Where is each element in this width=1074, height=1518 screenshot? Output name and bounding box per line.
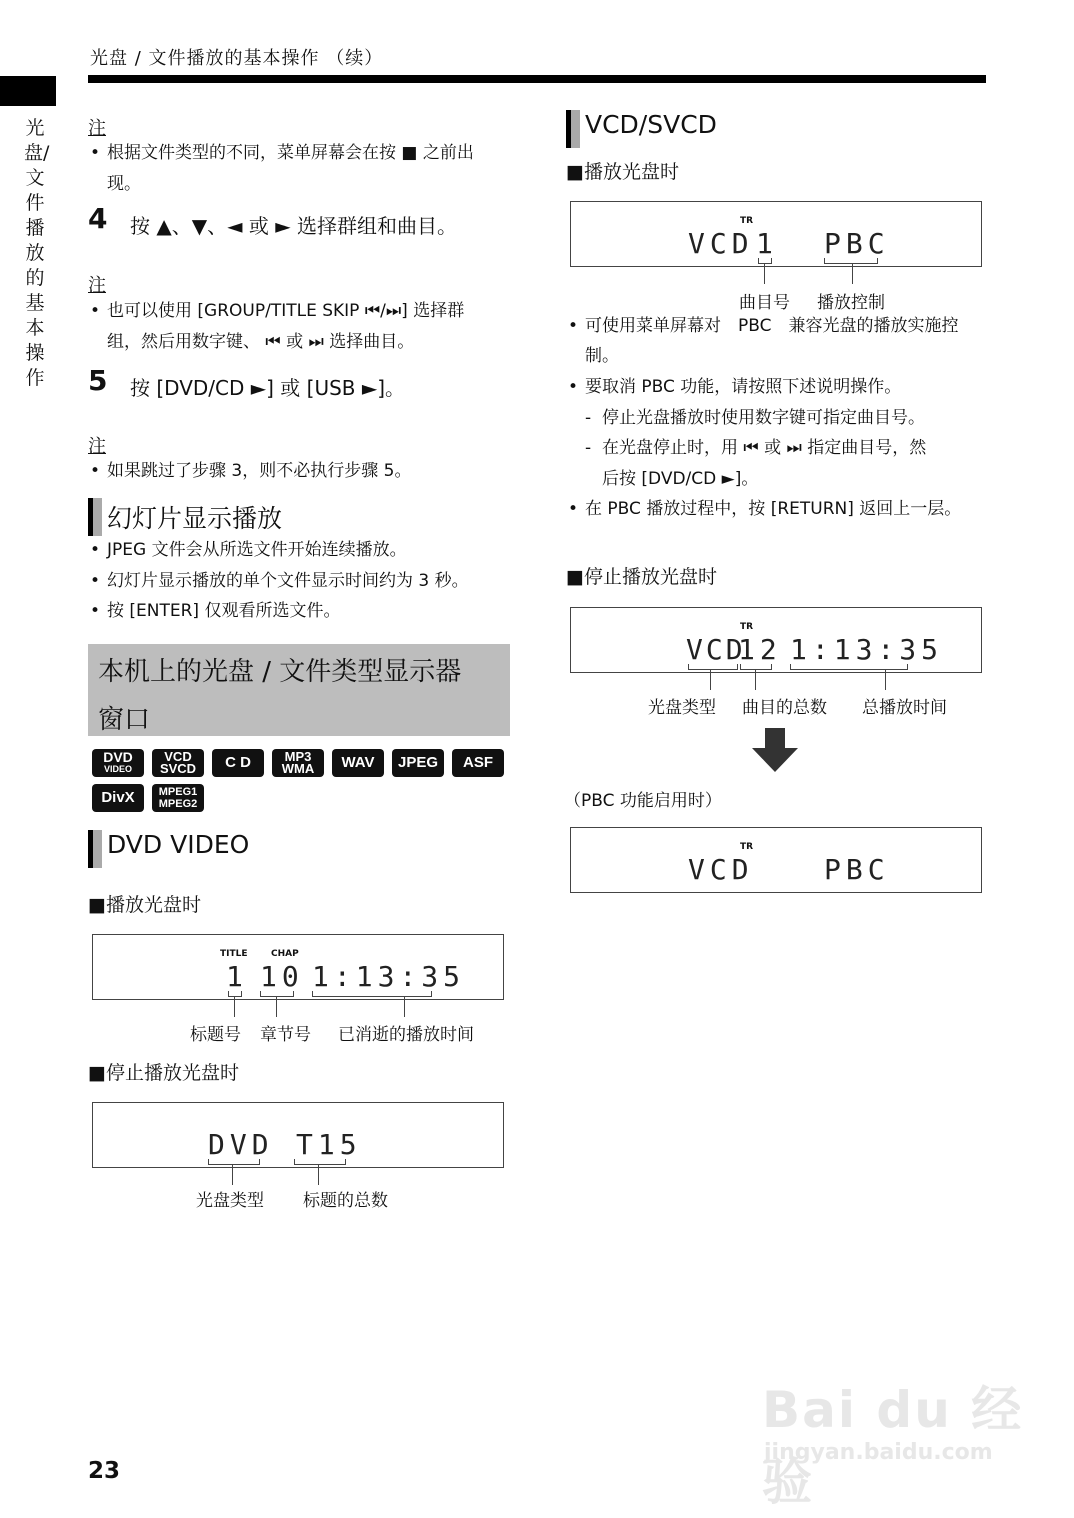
badge-cd-icon: C D	[212, 749, 264, 777]
side-tab-marker	[0, 76, 56, 106]
slideshow-bullet: 按 [ENTER] 仅观看所选文件。	[107, 601, 341, 621]
bracket	[688, 664, 738, 670]
bracket	[758, 258, 772, 264]
running-header: 光盘 / 文件播放的基本操作 （续）	[90, 48, 384, 69]
badge-mpeg-icon	[152, 784, 204, 812]
bracket	[260, 991, 294, 997]
leader-line	[234, 997, 235, 1017]
bracket	[208, 1159, 260, 1165]
segment-elapsed-time: 1:13:35	[312, 960, 466, 993]
bracket	[740, 664, 772, 670]
callout-label: 总播放时间	[862, 698, 947, 718]
banner-title-line1: 本机上的光盘 / 文件类型显示器	[98, 657, 462, 687]
segment-pbc: PBC	[824, 227, 890, 260]
callout-label: 曲目号	[739, 293, 790, 313]
side-tab-text: 光盘/文件播放的基本操作	[24, 117, 50, 389]
bullet-dot: •	[90, 571, 101, 591]
indicator-title: TITLE	[220, 949, 248, 959]
leader-line	[885, 670, 886, 690]
slideshow-bullet: 幻灯片显示播放的单个文件显示时间约为 3 秒。	[107, 571, 469, 591]
note-bullet-text: 如果跳过了步骤 3，则不必执行步骤 5。	[107, 461, 412, 481]
bracket	[312, 991, 432, 997]
bullet-dot: •	[568, 499, 579, 519]
note-bullet-text: 根据文件类型的不同，菜单屏幕会在按 ■ 之前出	[107, 143, 474, 163]
segment-total-tracks: 12	[738, 633, 782, 666]
badge-asf-icon: ASF	[452, 749, 504, 777]
bullet-dot: •	[90, 601, 101, 621]
pbc-note: （PBC 功能启用时）	[564, 791, 722, 811]
vcd-playing-heading: ■播放光盘时	[566, 161, 679, 183]
badge-mp3-wma-icon	[272, 749, 324, 777]
note-label: 注	[88, 436, 106, 457]
segment-disc-type: DVD	[208, 1128, 274, 1161]
segment-track-number: 1	[756, 227, 778, 260]
bracket	[790, 664, 908, 670]
callout-label: 章节号	[260, 1025, 311, 1045]
vcd-dash-cont: 后按 [DVD/CD ►]。	[602, 469, 759, 489]
step-number: 5	[88, 364, 108, 397]
vcd-bullet-cont: 制。	[585, 346, 619, 366]
leader-line	[764, 264, 765, 284]
dash-marker: -	[585, 408, 592, 428]
down-arrow-icon	[752, 728, 798, 772]
badge-bottom: VIDEO	[103, 764, 132, 774]
indicator-tr: TR	[740, 842, 754, 852]
callout-label: 标题的总数	[303, 1191, 388, 1211]
segment-title-number: 1	[226, 960, 248, 993]
note-bullet-text: 也可以使用 [GROUP/TITLE SKIP ⏮/⏭] 选择群	[107, 301, 465, 321]
vcd-bullet: 在 PBC 播放过程中，按 [RETURN] 返回上一层。	[585, 499, 962, 519]
leader-line	[755, 670, 756, 690]
page-number: 23	[88, 1458, 121, 1484]
segment-pbc: PBC	[824, 853, 890, 886]
badge-divx-icon: DivX	[92, 784, 144, 812]
vcd-pbc-display	[570, 827, 982, 893]
badge-bottom: MPEG2	[158, 798, 198, 810]
step-number: 4	[88, 202, 108, 235]
step-text: 按 [DVD/CD ►] 或 [USB ►]。	[130, 376, 406, 400]
section-title-vcd: VCD/SVCD	[585, 110, 717, 139]
bullet-dot: •	[90, 301, 101, 321]
callout-label: 曲目的总数	[742, 698, 827, 718]
badge-top: MPEG1	[158, 786, 198, 798]
note-label: 注	[88, 118, 106, 139]
leader-line	[404, 997, 405, 1017]
bracket	[294, 1159, 346, 1165]
badge-jpeg-icon: JPEG	[392, 749, 444, 777]
bullet-dot: •	[568, 377, 579, 397]
segment-disc-type: VCD	[688, 853, 754, 886]
bullet-dot: •	[90, 461, 101, 481]
leader-line	[852, 264, 853, 284]
bullet-dot: •	[568, 316, 579, 336]
segment-total-time: 1:13:35	[790, 633, 944, 666]
callout-label: 光盘类型	[196, 1191, 264, 1211]
indicator-tr: TR	[740, 622, 754, 632]
dash-marker: -	[585, 438, 592, 458]
leader-line	[276, 997, 277, 1017]
step-text: 按 ▲、▼、◄ 或 ► 选择群组和曲目。	[130, 214, 457, 238]
segment-disc-type: VCD	[688, 227, 754, 260]
segment-chapter-number: 10	[260, 960, 304, 993]
badge-top: MP3	[284, 749, 312, 764]
badge-wav-icon: WAV	[332, 749, 384, 777]
badge-bottom: WMA	[281, 761, 315, 776]
section-title-dvd: DVD VIDEO	[107, 830, 250, 859]
badge-top: DVD	[103, 749, 133, 765]
note-bullet-cont: 现。	[107, 174, 141, 194]
bullet-dot: •	[90, 143, 101, 163]
badge-top: VCD	[164, 749, 192, 764]
header-rule	[88, 75, 986, 83]
callout-label: 已消逝的播放时间	[338, 1025, 474, 1045]
leader-line	[710, 670, 711, 690]
watermark-logo: Bai du 经验	[762, 1381, 1024, 1511]
segment-total-titles: T15	[296, 1128, 362, 1161]
dvd-stopped-heading: ■停止播放光盘时	[88, 1062, 239, 1084]
banner-title	[98, 648, 510, 744]
vcd-stopped-heading: ■停止播放光盘时	[566, 566, 717, 588]
slideshow-bullet: JPEG 文件会从所选文件开始连续播放。	[107, 540, 407, 560]
bracket	[228, 991, 242, 997]
section-bar-icon	[88, 498, 102, 536]
leader-line	[318, 1165, 319, 1185]
vcd-bullet: 要取消 PBC 功能，请按照下述说明操作。	[585, 377, 902, 397]
bullet-dot: •	[90, 540, 101, 560]
callout-label: 播放控制	[817, 293, 885, 313]
vcd-dash-item: 在光盘停止时，用 ⏮ 或 ⏭ 指定曲目号，然	[602, 438, 927, 458]
badge-vcd-svcd-icon	[152, 749, 204, 777]
indicator-tr: TR	[740, 216, 754, 226]
bracket	[824, 258, 878, 264]
dvd-playing-heading: ■播放光盘时	[88, 894, 201, 916]
callout-label: 光盘类型	[648, 698, 716, 718]
note-bullet-cont: 组，然后用数字键、 ⏮ 或 ⏭ 选择曲目。	[107, 332, 415, 352]
indicator-chap: CHAP	[271, 949, 299, 959]
vcd-bullet: 可使用菜单屏幕对 PBC 兼容光盘的播放实施控	[585, 316, 959, 336]
note-label: 注	[88, 275, 106, 296]
callout-label: 标题号	[190, 1025, 241, 1045]
vcd-dash-item: 停止光盘播放时使用数字键可指定曲目号。	[602, 408, 925, 428]
segment-disc-type: VCD	[686, 633, 746, 666]
badge-dvd-video-icon	[92, 749, 144, 777]
badge-bottom: SVCD	[159, 761, 197, 776]
banner-title-line2: 窗口	[98, 705, 151, 735]
section-bar-icon	[88, 830, 102, 868]
section-title-slideshow: 幻灯片显示播放	[107, 504, 283, 533]
watermark-url: jingyan.baidu.com	[764, 1440, 993, 1465]
leader-line	[232, 1165, 233, 1185]
section-bar-icon	[566, 110, 580, 148]
